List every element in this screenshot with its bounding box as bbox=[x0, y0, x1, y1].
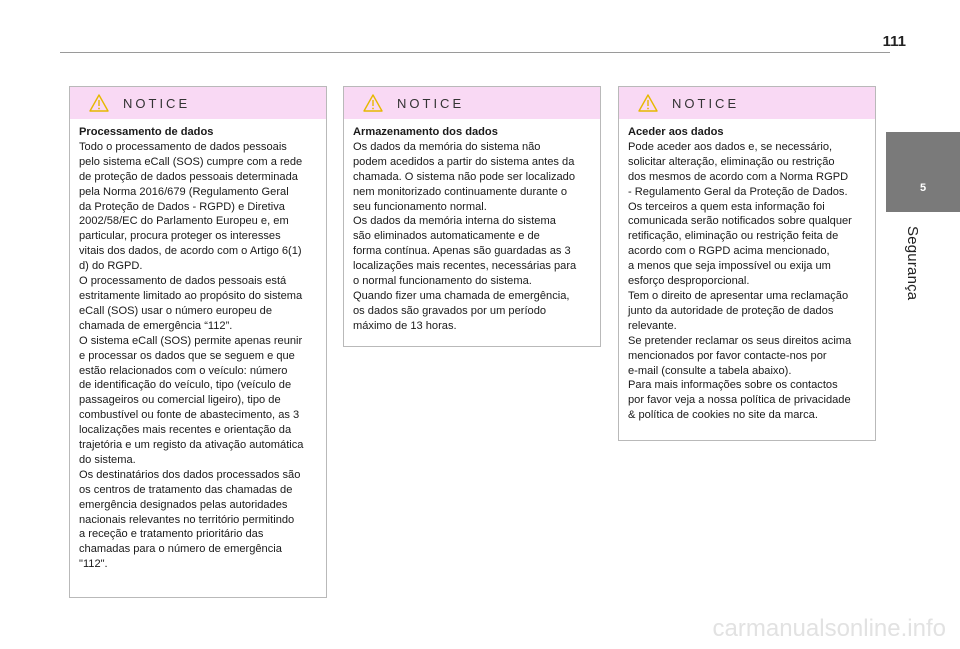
notice-box-data-access bbox=[618, 86, 876, 441]
chapter-number: 5 bbox=[919, 182, 927, 194]
notice-text: Todo o processamento de dados pessoais pelo sistema eCall (SOS) cumpre com a rede de proteção de dados pessoais determinada pela Norma 2016/679 (Regulamento Geral da Proteção de Dados - RGPD) e Diretiva 2002/58/EC do Parlamento Europeu e, em particular, procura proteger os interesses vitais dos dados, de acordo com o Artigo 6(1) d) do RGPD. O processamento de dados pessoais está estritamente limitado ao propósito do sistema eCall (SOS) usar o número europeu de chamada de emergência “112”. O sistema eCall (SOS) permite apenas reunir e processar os dados que se seguem e que estão relacionados com o veículo: número de identificação do veículo, tipo (veículo de passageiros ou comercial ligeiro), tipo de combustível ou fonte de abastecimento, as 3 localizações mais recentes e orientação da trajetória e um registo da ativação automática do sistema. Os destinatários dos dados processados são os centros de tratamento das chamadas de emergência designados pelas autoridades nacionais relevantes no território permitindo a receção e tratamento prioritário das chamadas para o número de emergência "112". bbox=[79, 140, 304, 571]
notice-heading: Armazenamento dos dados bbox=[353, 126, 498, 138]
notice-text: Os dados da memória do sistema não podem acedidos a partir do sistema antes da chamada. O sistema não pode ser localizado nem monitorizado continuamente durante o seu funcionamento normal. Os dados da memória interna do sistema são eliminados automaticamente e de forma contínua. Apenas são guardadas as 3 localizações mais recentes, necessárias para o normal funcionamento do sistema. Quando fizer uma chamada de emergência, os dados são gravados por um período máximo de 13 horas. bbox=[353, 140, 577, 332]
watermark: carmanualsonline.info bbox=[712, 615, 946, 642]
warning-triangle-icon bbox=[89, 94, 109, 112]
notice-header bbox=[344, 87, 600, 119]
notice-header bbox=[619, 87, 875, 119]
header-divider bbox=[60, 52, 890, 53]
notice-body bbox=[70, 119, 326, 580]
notice-box-data-processing bbox=[69, 86, 327, 598]
notice-heading: Aceder aos dados bbox=[628, 126, 724, 138]
notice-text: Pode aceder aos dados e, se necessário, solicitar alteração, eliminação ou restrição dos mesmos de acordo com a Norma RGPD - Regulamento Geral da Proteção de Dados. Os terceiros a quem esta informação foi comunicada serão notificados sobre qualquer retificação, eliminação ou restrição feita de acordo com o RGPD acima mencionado, a menos que seja impossível ou exija um esforço desproporcional. Tem o direito de apresentar uma reclamação junto da autoridade de proteção de dados relevante. Se pretender reclamar os seus direitos acima mencionados por favor contacte-nos por e-mail (consulte a tabela abaixo). Para mais informações sobre os contactos por favor veja a nossa política de privacidade & política de cookies no site da marca. bbox=[628, 140, 852, 422]
page-number: 111 bbox=[882, 33, 906, 50]
warning-triangle-icon bbox=[638, 94, 658, 112]
chapter-title: Segurança bbox=[904, 226, 921, 301]
notice-body bbox=[619, 119, 875, 431]
notice-title: NOTICE bbox=[397, 95, 465, 111]
notice-body bbox=[344, 119, 600, 342]
chapter-label-area bbox=[886, 212, 960, 490]
chapter-tab bbox=[886, 132, 960, 212]
notice-heading: Processamento de dados bbox=[79, 126, 214, 138]
notice-title: NOTICE bbox=[123, 95, 191, 111]
notice-box-data-storage bbox=[343, 86, 601, 347]
warning-triangle-icon bbox=[363, 94, 383, 112]
notice-title: NOTICE bbox=[672, 95, 740, 111]
notice-header bbox=[70, 87, 326, 119]
